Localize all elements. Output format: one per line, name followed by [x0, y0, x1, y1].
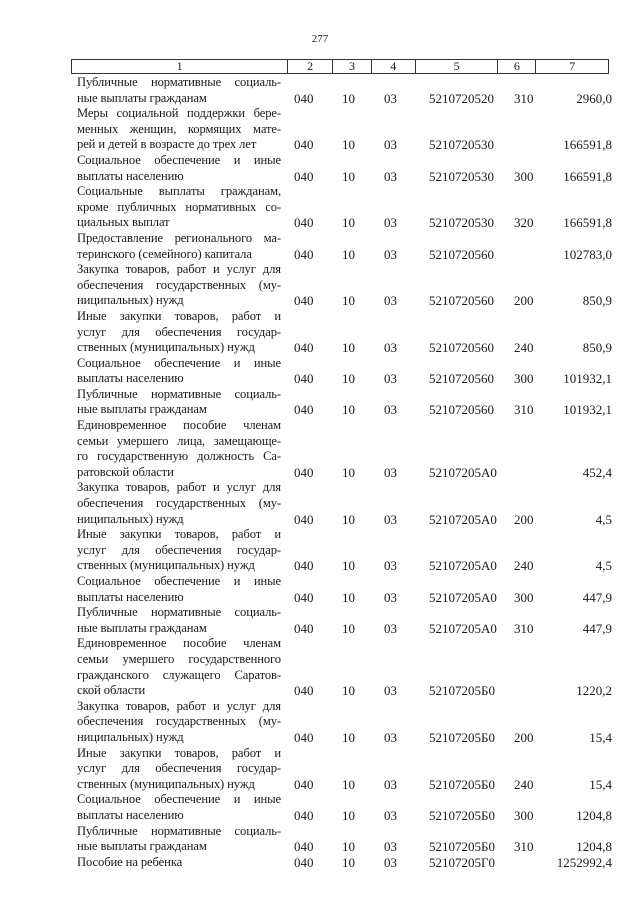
row-ministry-code: 040	[294, 511, 314, 527]
row-target-article-code: 52107205Б0	[429, 839, 495, 855]
row-description	[77, 262, 281, 309]
row-ministry-code: 040	[294, 683, 314, 699]
description-line: Закупка товаров, работ и услуг для	[77, 262, 281, 277]
row-description	[77, 792, 281, 823]
table-row	[77, 605, 612, 636]
table-row	[77, 792, 612, 823]
row-ministry-code: 040	[294, 620, 314, 636]
row-section-code: 10	[342, 511, 355, 527]
description-line: Публичные нормативные социаль-	[77, 75, 281, 89]
row-target-article-code: 52107205Б0	[429, 729, 495, 745]
row-amount: 1204,8	[576, 839, 612, 855]
description-line: ственных (муниципальных) нужд	[77, 776, 255, 791]
row-description	[77, 746, 281, 793]
description-line: менных женщин, кормящих мате-	[77, 121, 281, 136]
row-subsection-code: 03	[384, 511, 397, 527]
row-amount: 850,9	[582, 293, 612, 309]
description-line: Публичные нормативные социаль-	[77, 823, 281, 838]
description-line: выплаты населению	[77, 371, 184, 386]
row-ministry-code: 040	[294, 293, 314, 309]
row-amount: 447,9	[582, 589, 612, 605]
table-row	[77, 527, 612, 574]
row-subsection-code: 03	[384, 683, 397, 699]
row-expense-type-code: 310	[514, 90, 534, 106]
row-subsection-code: 03	[384, 589, 397, 605]
row-description	[77, 153, 281, 184]
table-header-row	[71, 59, 609, 74]
row-amount: 1220,2	[576, 683, 612, 699]
description-line: го государственную должность Са-	[77, 449, 281, 464]
table-row	[77, 699, 612, 746]
header-col-6: 6	[498, 60, 536, 73]
row-expense-type-code: 300	[514, 168, 534, 184]
row-subsection-code: 03	[384, 464, 397, 480]
row-section-code: 10	[342, 854, 355, 870]
row-section-code: 10	[342, 683, 355, 699]
row-target-article-code: 52107205Г0	[429, 854, 496, 870]
row-target-article-code: 5210720560	[429, 293, 494, 309]
description-line: семьи умершего государственного	[77, 651, 281, 666]
row-description	[77, 574, 281, 605]
row-section-code: 10	[342, 807, 355, 823]
row-ministry-code: 040	[294, 854, 314, 870]
row-section-code: 10	[342, 293, 355, 309]
row-subsection-code: 03	[384, 807, 397, 823]
row-ministry-code: 040	[294, 589, 314, 605]
row-amount: 15,4	[589, 729, 612, 745]
table-row	[77, 574, 612, 605]
row-subsection-code: 03	[384, 558, 397, 574]
row-expense-type-code: 240	[514, 558, 534, 574]
table-row	[77, 262, 612, 309]
header-col-3: 3	[333, 60, 372, 73]
row-section-code: 10	[342, 246, 355, 262]
row-ministry-code: 040	[294, 464, 314, 480]
description-line: ственных (муниципальных) нужд	[77, 558, 255, 573]
table-row	[77, 480, 612, 527]
row-ministry-code: 040	[294, 168, 314, 184]
table-row	[77, 636, 612, 698]
row-target-article-code: 5210720530	[429, 168, 494, 184]
row-ministry-code: 040	[294, 807, 314, 823]
row-description	[77, 480, 281, 527]
table-row	[77, 418, 612, 480]
row-subsection-code: 03	[384, 168, 397, 184]
row-expense-type-code: 240	[514, 340, 534, 356]
description-line: Социальные выплаты гражданам,	[77, 184, 281, 199]
table-row	[77, 75, 612, 106]
row-target-article-code: 52107205А0	[429, 558, 497, 574]
row-description	[77, 636, 281, 698]
row-section-code: 10	[342, 620, 355, 636]
row-expense-type-code: 300	[514, 371, 534, 387]
description-line: выплаты населению	[77, 168, 184, 183]
description-line: Социальное обеспечение и иные	[77, 792, 281, 807]
row-expense-type-code: 200	[514, 511, 534, 527]
description-line: ратовской области	[77, 464, 174, 479]
description-line: теринского (семейного) капитала	[77, 246, 252, 261]
row-amount: 1204,8	[576, 807, 612, 823]
row-amount: 2960,0	[576, 90, 612, 106]
row-amount: 101932,1	[563, 371, 612, 387]
description-line: ные выплаты гражданам	[77, 402, 207, 417]
description-line: Меры социальной поддержки бере-	[77, 106, 281, 121]
row-ministry-code: 040	[294, 246, 314, 262]
description-line: Социальное обеспечение и иные	[77, 355, 281, 370]
row-target-article-code: 52107205А0	[429, 511, 497, 527]
description-line: семьи умершего лица, замещающе-	[77, 433, 281, 448]
description-line: ные выплаты гражданам	[77, 839, 207, 854]
row-description	[77, 106, 281, 153]
row-amount: 166591,8	[563, 137, 612, 153]
description-line: Социальное обеспечение и иные	[77, 574, 281, 588]
description-line: Пособие на ребенка	[77, 854, 183, 869]
row-ministry-code: 040	[294, 839, 314, 855]
row-target-article-code: 52107205Б0	[429, 776, 495, 792]
header-col-2: 2	[288, 60, 333, 73]
row-target-article-code: 5210720560	[429, 402, 494, 418]
row-ministry-code: 040	[294, 558, 314, 574]
description-line: Закупка товаров, работ и услуг для	[77, 698, 281, 713]
table-row	[77, 106, 612, 153]
row-section-code: 10	[342, 90, 355, 106]
row-amount: 447,9	[582, 620, 612, 636]
row-subsection-code: 03	[384, 246, 397, 262]
description-line: обеспечения государственных (му-	[77, 714, 281, 729]
table-body	[77, 75, 612, 870]
row-target-article-code: 5210720560	[429, 246, 494, 262]
row-subsection-code: 03	[384, 402, 397, 418]
row-expense-type-code: 310	[514, 402, 534, 418]
row-amount: 4,5	[595, 511, 612, 527]
description-line: Закупка товаров, работ и услуг для	[77, 480, 281, 495]
row-amount: 166591,8	[563, 168, 612, 184]
description-line: рей и детей в возрасте до трех лет	[77, 137, 257, 152]
row-section-code: 10	[342, 729, 355, 745]
description-line: ственных (муниципальных) нужд	[77, 340, 255, 355]
row-section-code: 10	[342, 340, 355, 356]
row-subsection-code: 03	[384, 371, 397, 387]
row-section-code: 10	[342, 558, 355, 574]
row-section-code: 10	[342, 215, 355, 231]
description-line: выплаты населению	[77, 807, 184, 822]
row-subsection-code: 03	[384, 340, 397, 356]
description-line: Предоставление регионального ма-	[77, 230, 281, 245]
description-line: ской области	[77, 683, 146, 698]
header-col-5: 5	[416, 60, 499, 73]
row-ministry-code: 040	[294, 371, 314, 387]
description-line: Иные закупки товаров, работ и	[77, 308, 281, 323]
row-amount: 166591,8	[563, 215, 612, 231]
row-target-article-code: 52107205Б0	[429, 683, 495, 699]
row-ministry-code: 040	[294, 729, 314, 745]
row-description	[77, 699, 281, 746]
row-target-article-code: 52107205А0	[429, 620, 497, 636]
row-section-code: 10	[342, 168, 355, 184]
table-row	[77, 184, 612, 231]
row-amount: 1252992,4	[556, 854, 612, 870]
description-line: Публичные нормативные социаль-	[77, 386, 281, 401]
description-line: ниципальных) нужд	[77, 729, 184, 744]
row-section-code: 10	[342, 776, 355, 792]
row-ministry-code: 040	[294, 340, 314, 356]
row-section-code: 10	[342, 464, 355, 480]
row-target-article-code: 5210720530	[429, 215, 494, 231]
row-target-article-code: 5210720560	[429, 371, 494, 387]
row-subsection-code: 03	[384, 776, 397, 792]
description-line: Иные закупки товаров, работ и	[77, 745, 281, 760]
row-description	[77, 231, 281, 262]
row-section-code: 10	[342, 137, 355, 153]
row-expense-type-code: 200	[514, 729, 534, 745]
description-line: обеспечения государственных (му-	[77, 496, 281, 511]
page-number: 277	[311, 33, 329, 45]
row-description	[77, 75, 281, 106]
description-line: ные выплаты гражданам	[77, 620, 207, 635]
row-section-code: 10	[342, 589, 355, 605]
row-expense-type-code: 310	[514, 620, 534, 636]
row-expense-type-code: 300	[514, 589, 534, 605]
row-description	[77, 527, 281, 574]
description-line: кроме публичных нормативных со-	[77, 199, 281, 214]
row-target-article-code: 52107205А0	[429, 589, 497, 605]
row-target-article-code: 52107205А0	[429, 464, 497, 480]
description-line: Единовременное пособие членам	[77, 636, 281, 651]
row-section-code: 10	[342, 371, 355, 387]
table-row	[77, 309, 612, 356]
table-row	[77, 746, 612, 793]
description-line: Иные закупки товаров, работ и	[77, 527, 281, 542]
row-subsection-code: 03	[384, 729, 397, 745]
table-row	[77, 153, 612, 184]
description-line: гражданского служащего Саратов-	[77, 667, 281, 682]
row-ministry-code: 040	[294, 137, 314, 153]
row-section-code: 10	[342, 402, 355, 418]
table-row	[77, 387, 612, 418]
row-ministry-code: 040	[294, 90, 314, 106]
table-row	[77, 356, 612, 387]
row-expense-type-code: 300	[514, 807, 534, 823]
row-target-article-code: 5210720520	[429, 90, 494, 106]
row-description	[77, 824, 281, 855]
table-row	[77, 855, 612, 871]
row-description	[77, 418, 281, 480]
row-ministry-code: 040	[294, 776, 314, 792]
row-target-article-code: 5210720530	[429, 137, 494, 153]
row-subsection-code: 03	[384, 620, 397, 636]
row-target-article-code: 52107205Б0	[429, 807, 495, 823]
description-line: услуг для обеспечения государ-	[77, 542, 281, 557]
row-expense-type-code: 240	[514, 776, 534, 792]
table-row	[77, 231, 612, 262]
description-line: Социальное обеспечение и иные	[77, 152, 281, 167]
description-line: ниципальных) нужд	[77, 293, 184, 308]
row-description	[77, 184, 281, 231]
description-line: ные выплаты гражданам	[77, 90, 207, 105]
description-line: циальных выплат	[77, 215, 170, 230]
row-description	[77, 605, 281, 636]
row-ministry-code: 040	[294, 402, 314, 418]
description-line: ниципальных) нужд	[77, 511, 184, 526]
header-col-7: 7	[569, 59, 576, 73]
description-line: обеспечения государственных (му-	[77, 277, 281, 292]
row-ministry-code: 040	[294, 215, 314, 231]
row-subsection-code: 03	[384, 137, 397, 153]
row-description	[77, 309, 281, 356]
row-amount: 452,4	[582, 464, 612, 480]
row-subsection-code: 03	[384, 854, 397, 870]
description-line: Единовременное пособие членам	[77, 418, 281, 433]
header-col-4: 4	[372, 60, 416, 73]
description-line: выплаты населению	[77, 589, 184, 604]
row-description	[77, 387, 281, 418]
row-amount: 15,4	[589, 776, 612, 792]
row-amount: 850,9	[582, 340, 612, 356]
row-amount: 102783,0	[563, 246, 612, 262]
row-subsection-code: 03	[384, 839, 397, 855]
row-description	[77, 356, 281, 387]
row-target-article-code: 5210720560	[429, 340, 494, 356]
header-col-1: 1	[72, 60, 288, 73]
row-subsection-code: 03	[384, 90, 397, 106]
row-amount: 101932,1	[563, 402, 612, 418]
row-expense-type-code: 200	[514, 293, 534, 309]
row-expense-type-code: 310	[514, 839, 534, 855]
description-line: Публичные нормативные социаль-	[77, 605, 281, 620]
row-amount: 4,5	[595, 558, 612, 574]
table-row	[77, 824, 612, 855]
description-line: услуг для обеспечения государ-	[77, 761, 281, 776]
row-section-code: 10	[342, 839, 355, 855]
row-subsection-code: 03	[384, 215, 397, 231]
row-description	[77, 855, 281, 871]
description-line: услуг для обеспечения государ-	[77, 324, 281, 339]
row-subsection-code: 03	[384, 293, 397, 309]
row-expense-type-code: 320	[514, 215, 534, 231]
